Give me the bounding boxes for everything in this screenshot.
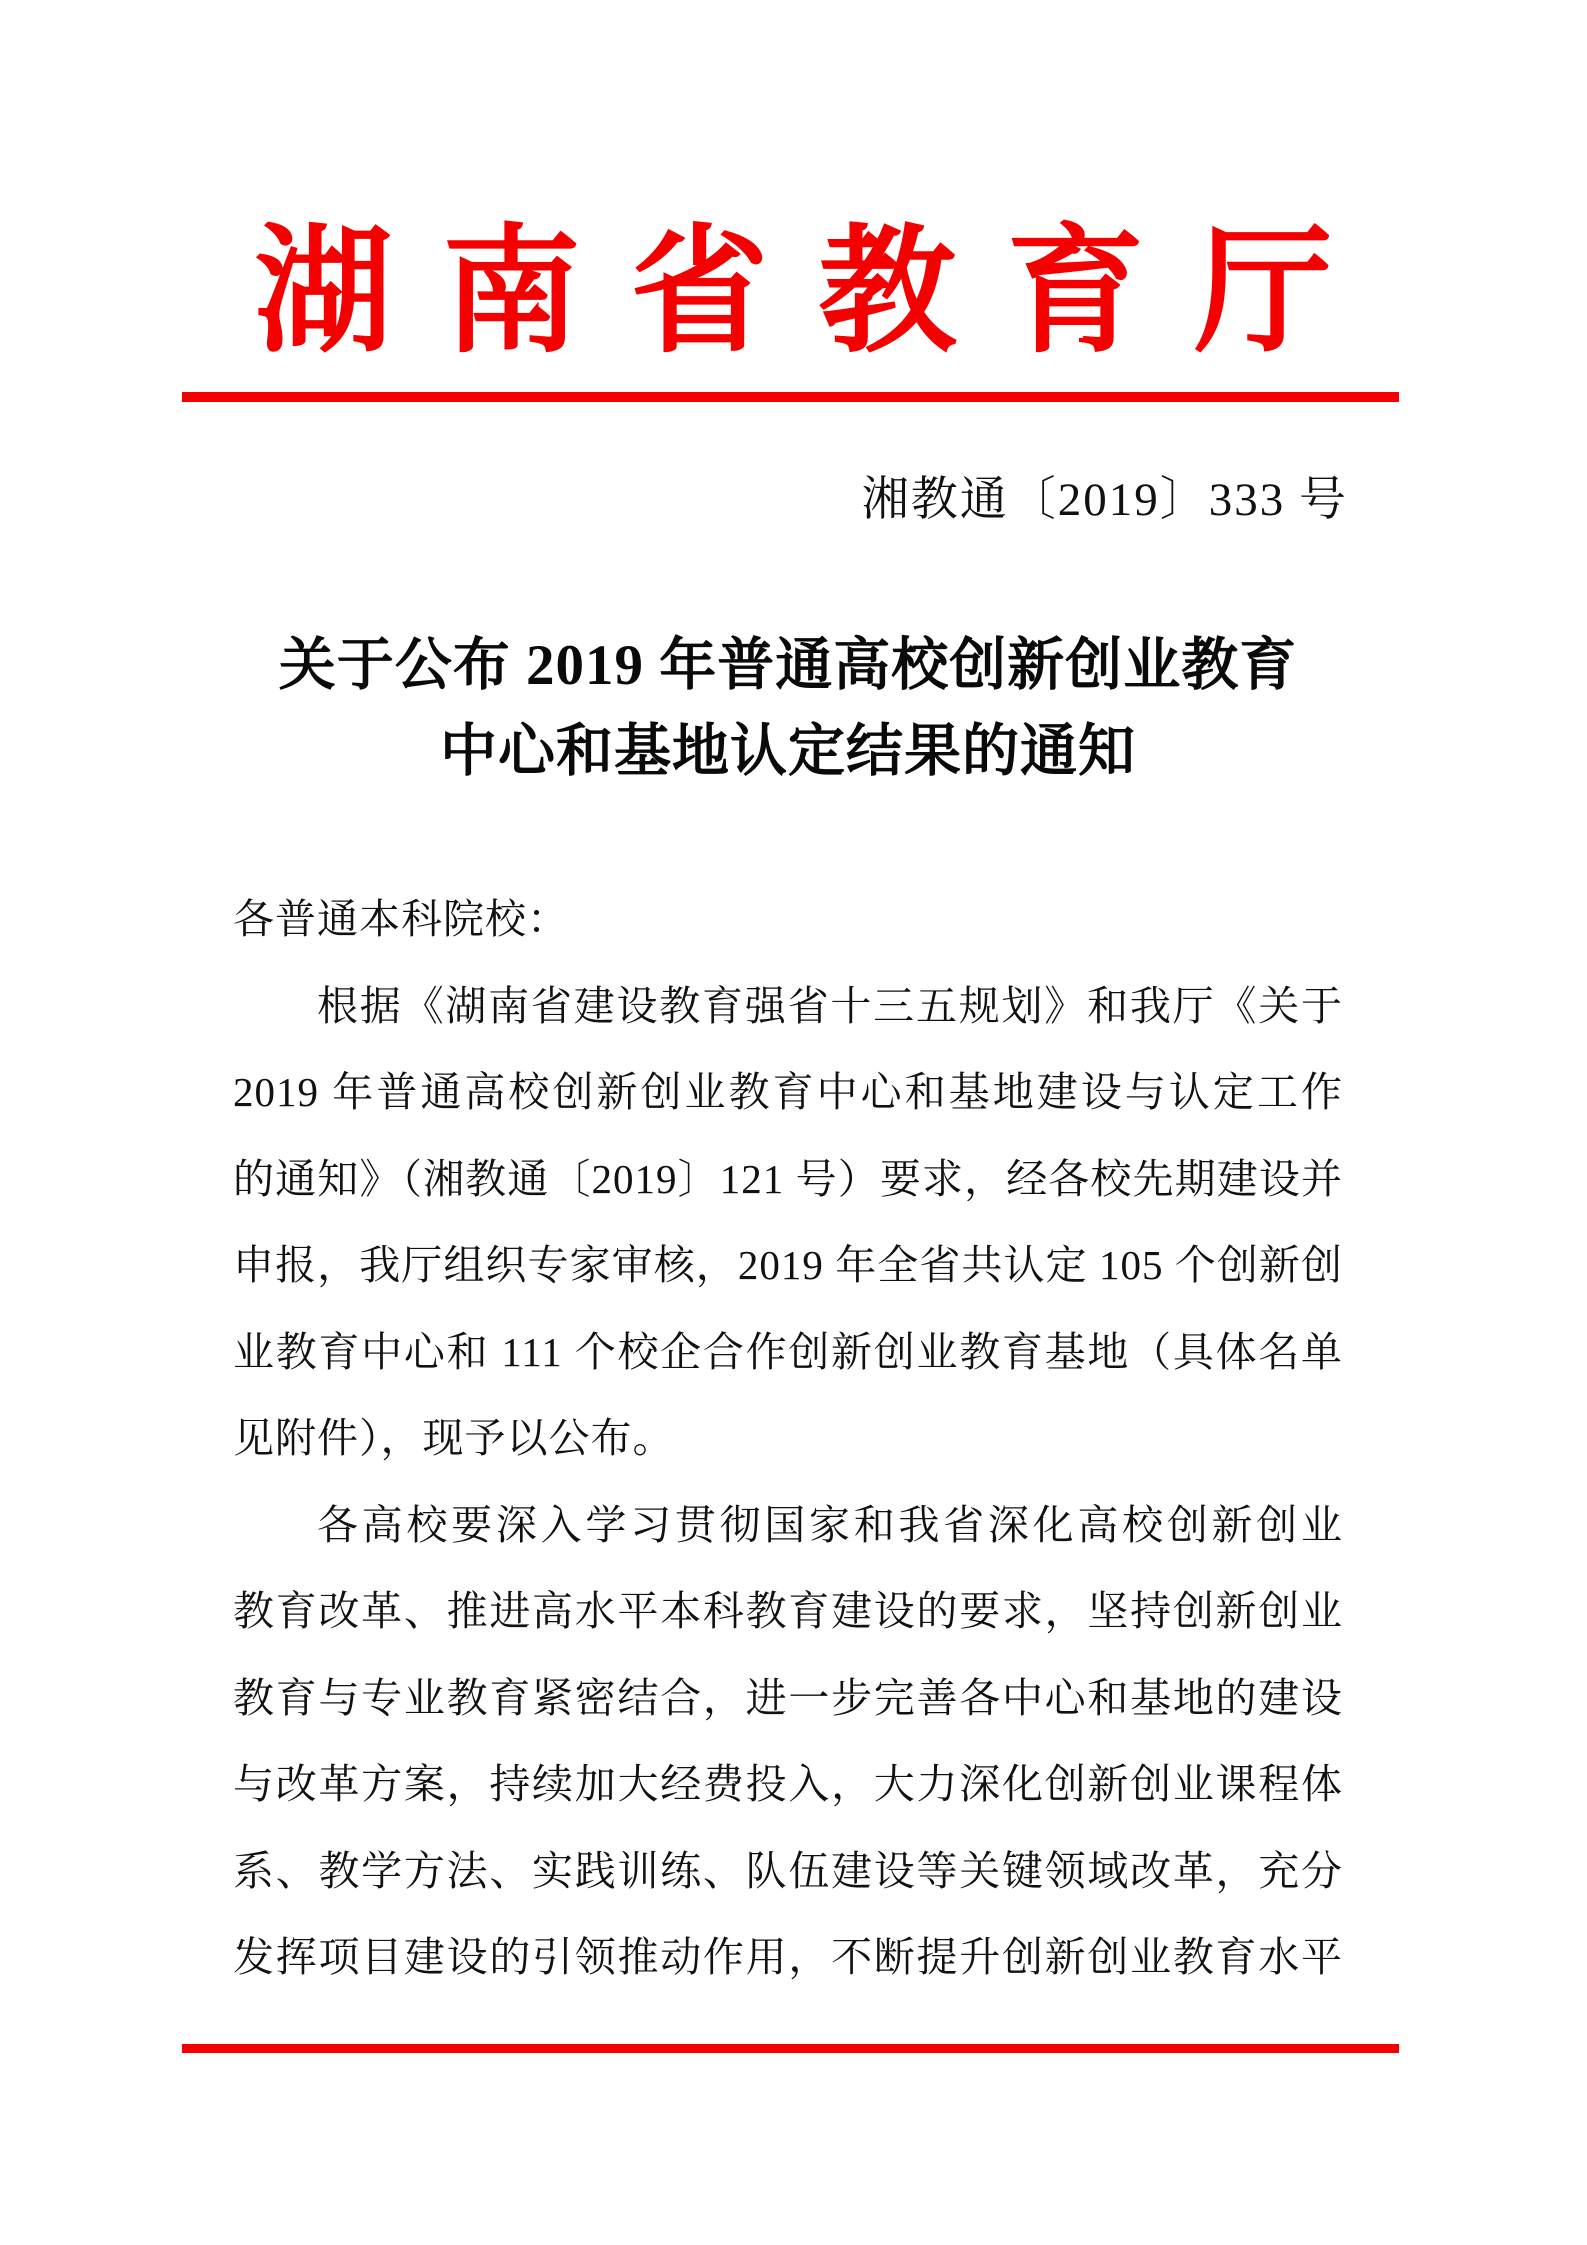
body-line: 根据《湖南省建设教育强省十三五规划》和我厅《关于: [317, 982, 1343, 1029]
body-line: 的通知》（湘教通〔2019〕121 号）要求，经各校先期建设并: [233, 1155, 1343, 1202]
body-line: 业教育中心和 111 个校企合作创新创业教育基地（具体名单: [233, 1328, 1343, 1375]
body-line: 2019 年普通高校创新创业教育中心和基地建设与认定工作: [233, 1069, 1343, 1115]
footer-double-rule: [182, 2044, 1399, 2053]
body-line: 见附件），现予以公布。: [233, 1415, 675, 1461]
body-line: 申报，我厅组织专家审核，2019 年全省共认定 105 个创新创: [233, 1242, 1343, 1288]
body-line: 教育与专业教育紧密结合，进一步完善各中心和基地的建设: [233, 1674, 1343, 1721]
body-line: 教育改革、推进高水平本科教育建设的要求，坚持创新创业: [233, 1588, 1343, 1634]
body-line: 系、教学方法、实践训练、队伍建设等关键领域改革，充分: [233, 1847, 1343, 1894]
body-line: 各高校要深入学习贯彻国家和我省深化高校创新创业: [317, 1501, 1343, 1548]
agency-header-title: 湖南省教育厅: [254, 216, 1383, 369]
notice-title-line-1: 关于公布 2019 年普通高校创新创业教育: [278, 634, 1298, 697]
body-text: [233, 876, 1343, 2001]
header-double-rule: [182, 392, 1399, 402]
body-line: 与改革方案，持续加大经费投入，大力深化创新创业课程体: [233, 1761, 1343, 1807]
document-number: 湘教通〔2019〕333 号: [861, 474, 1348, 526]
notice-title-line-2: 中心和基地认定结果的通知: [440, 720, 1136, 783]
body-line-salutation: 各普通本科院校：: [233, 896, 569, 942]
body-line: 发挥项目建设的引领推动作用，不断提升创新创业教育水平: [233, 1934, 1343, 1980]
notice-title: [233, 623, 1343, 795]
